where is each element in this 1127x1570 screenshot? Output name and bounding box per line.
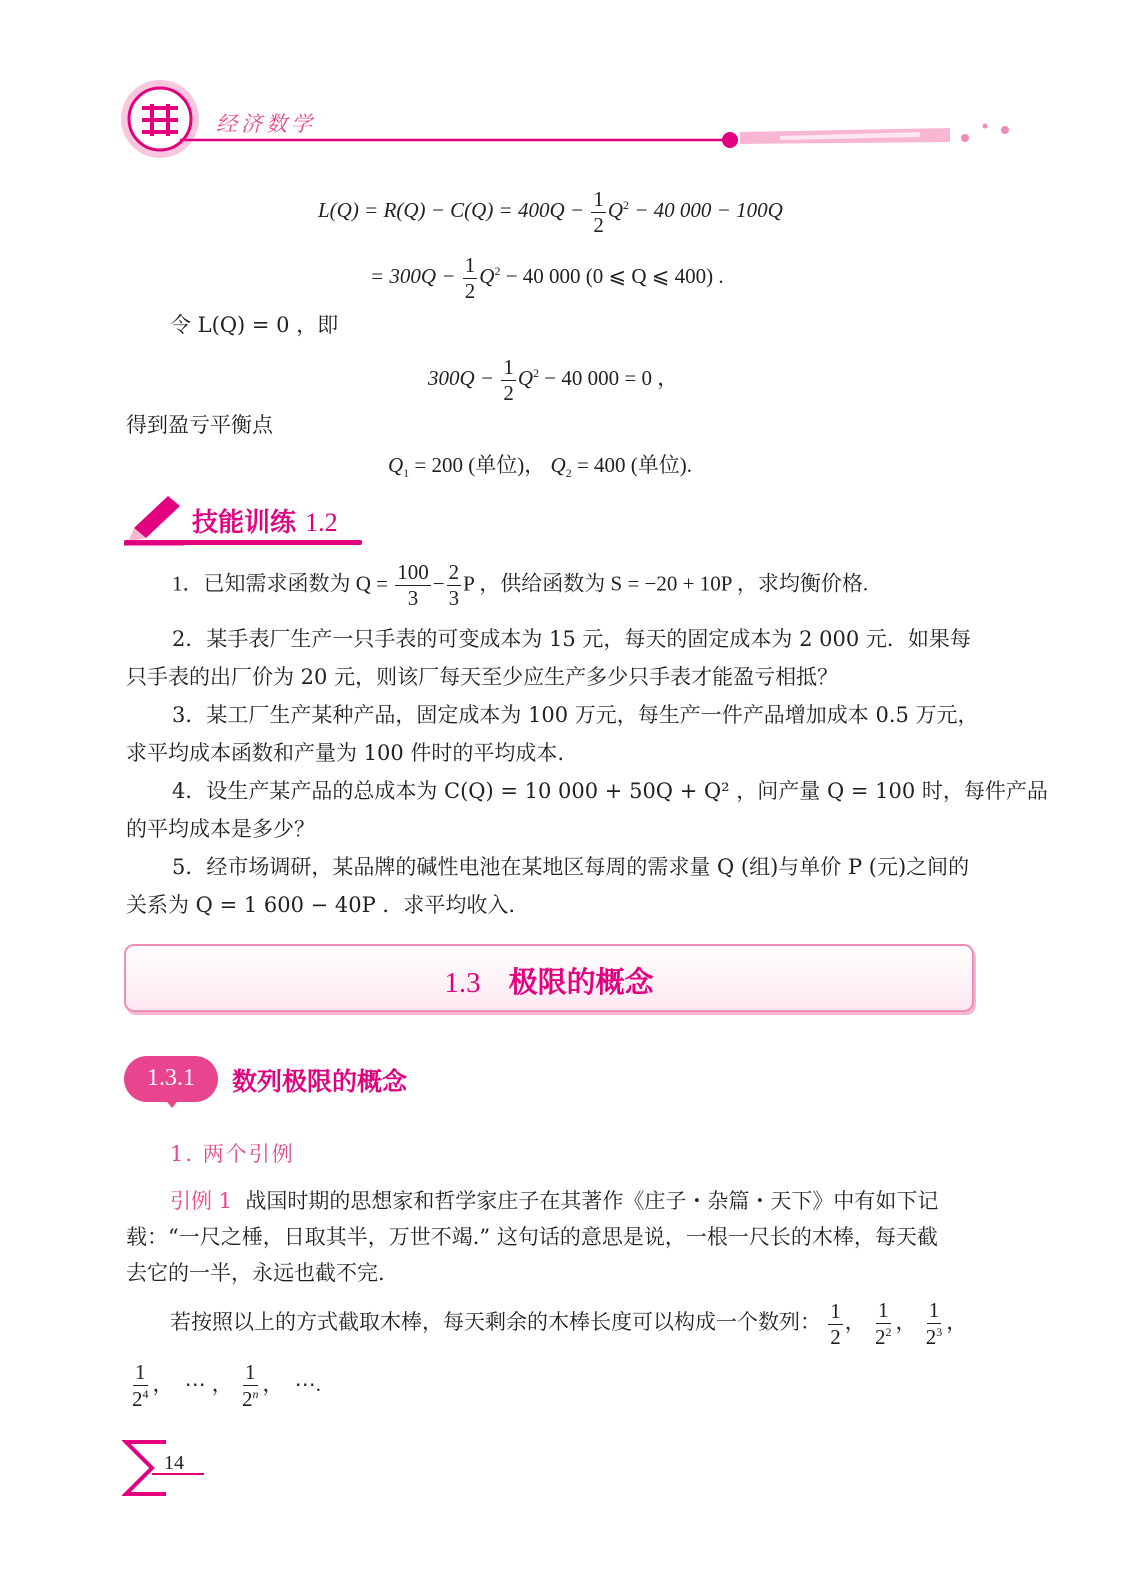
example-1-line1: 引例 1 战国时期的思想家和哲学家庄子在其著作《庄子・杂篇・天下》中有如下记 <box>170 1189 939 1213</box>
skills-title: 技能训练 <box>192 508 297 538</box>
exercise-4-line2: 的平均成本是多少？ <box>126 817 315 841</box>
example-1-label: 引例 1 <box>170 1189 233 1213</box>
exercise-1: 1．已知需求函数为 Q = $\frac{100}{3}$ − $\frac{2}{3}$ P ，供给函数为 S = −20 + 10P ，求均衡价格. <box>172 560 869 610</box>
equation-zero: 300Q − $\frac{1}{2}$ $Q^2 - 40$ 000 = 0 ， <box>428 354 679 405</box>
book-title: 经济数学 <box>216 112 316 136</box>
exercise-2-line2: 只手表的出厂价为 20 元，则该厂每天至少应生产多少只手表才能盈亏相抵？ <box>126 665 839 689</box>
exercise-5-line1: 5．经市场调研，某品牌的碱性电池在某地区每周的需求量 Q (组)与单价 P (元)之间的 <box>172 855 970 879</box>
exercise-2-line1: 2．某手表厂生产一只手表的可变成本为 15 元，每天的固定成本为 2 000 元．如果每 <box>172 627 971 651</box>
section-number: 1.3 <box>444 967 481 999</box>
header-rule <box>180 120 1050 150</box>
subsection-number: 1.3.1 <box>147 1065 195 1091</box>
pencil-icon <box>124 492 194 546</box>
exercise-3-line1: 3．某工厂生产某种产品，固定成本为 100 万元，每生产一件产品增加成本 0.5 万元， <box>172 703 979 727</box>
equation-profit-line1: L(Q) = R(Q) − C(Q) = 400Q − $\frac{1}{2}$ $Q^2 - 40$ 000 − 100Q <box>318 186 783 237</box>
page-number: 14 <box>164 1452 184 1474</box>
subhead-examples: 1. 两个引例 <box>170 1142 295 1166</box>
let-line: 令 L(Q) = 0 ，即 <box>170 313 339 337</box>
breakeven-equation: $Q_1 = 200$ (单位)， $Q_2 = 400$ (单位). <box>388 453 693 481</box>
skills-number: 1.2 <box>305 508 338 537</box>
example-1-line2: 载：“一尺之棰，日取其半，万世不竭.” 这句话的意思是说，一根一尺长的木棒，每天截 <box>126 1225 938 1249</box>
example-1-line3: 去它的一半，永远也截不完. <box>126 1261 385 1285</box>
sequence-line1: 若按照以上的方式截取木棒，每天剩余的木棒长度可以构成一个数列： $\frac{1}{2}$ ， $\frac{1}{2^2}$ ， $\frac{1}{2^3}$ ， <box>170 1298 968 1349</box>
subsection-badge <box>124 1056 218 1102</box>
exercise-3-line2: 求平均成本函数和产量为 100 件时的平均成本. <box>126 741 565 765</box>
section-banner <box>124 944 974 1012</box>
exercise-4-line1: 4．设生产某产品的总成本为 C(Q) = 10 000 + 50Q + Q² ，问产量 Q = 100 时，每件产品 <box>172 779 1048 803</box>
sequence-line2: $\frac{1}{2^4}$ ， ⋯ ， $\frac{1}{2^n}$ ， ⋯. <box>132 1360 321 1411</box>
breakeven-label: 得到盈亏平衡点 <box>126 413 273 437</box>
exercise-5-line2: 关系为 Q = 1 600 − 40P ．求平均收入. <box>126 893 516 917</box>
equation-profit-line2: = 300Q − $\frac{1}{2}$ $Q^2 - 40$ 000 (0 ⩽ Q ⩽ 400) . <box>370 252 724 303</box>
section-title: 极限的概念 <box>508 965 654 999</box>
subsection-title: 数列极限的概念 <box>232 1067 408 1096</box>
skills-underline <box>124 540 362 545</box>
